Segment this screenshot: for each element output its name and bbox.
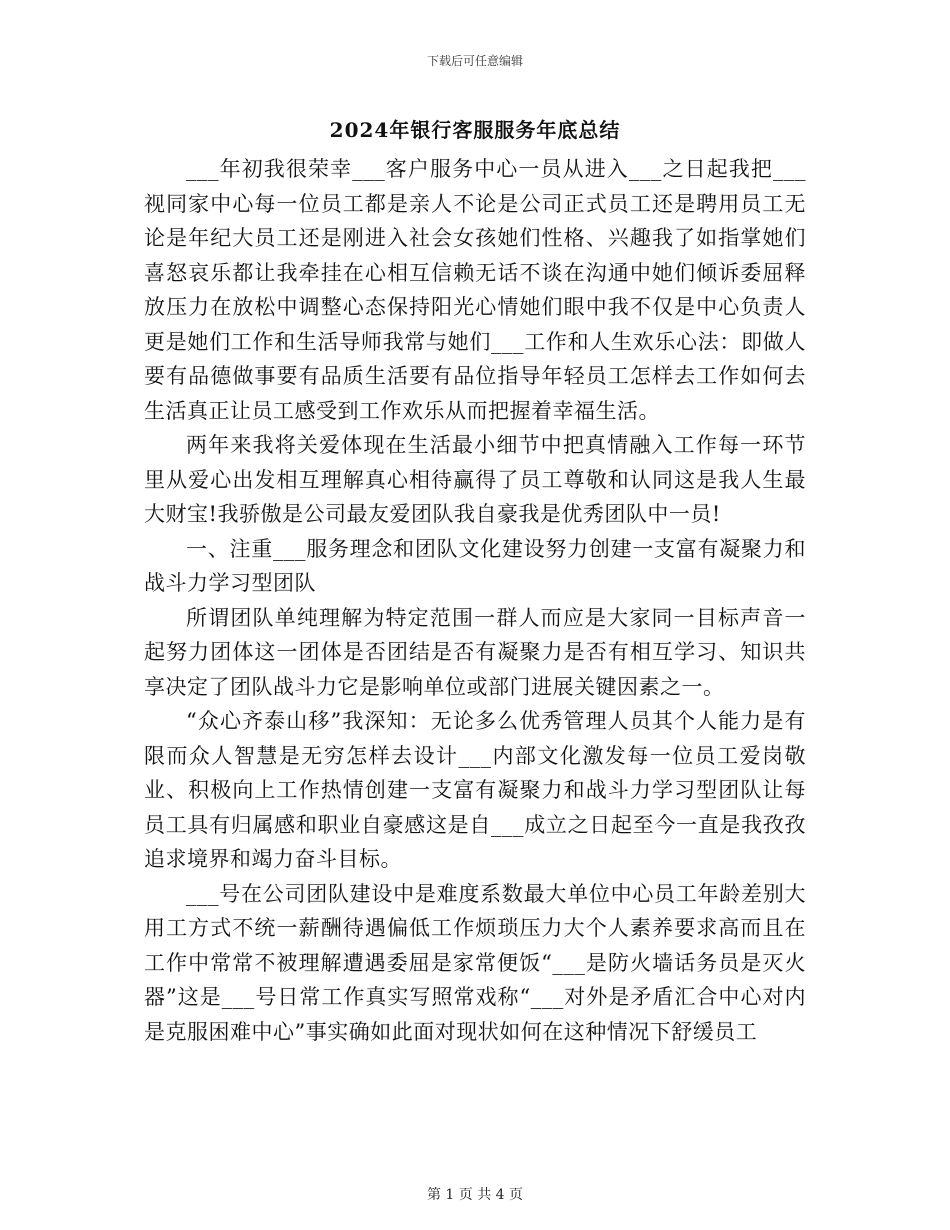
paragraph: ___号在公司团队建设中是难度系数最大单位中心员工年龄差别大用工方式不统一薪酬待遇偏低工作烦琐压力大个人素养要求高而且在工作中常常不被理解遭遇委屈是家常便饭“___是防火墙话务员是灭火器”这是___号日常工作真实写照常戏称“___对外是矛盾汇合中心对内是克服困难中心”事实确如此面对现状如何在这种情况下舒缓员工 bbox=[144, 881, 806, 1044]
page-number: 第 1 页 共 4 页 bbox=[426, 1187, 524, 1203]
header-note: 下载后可任意编辑 bbox=[426, 54, 523, 68]
document-title: 2024年银行客服服务年底总结 bbox=[329, 118, 621, 142]
paragraph: “众心齐泰山移”我深知：无论多么优秀管理人员其个人能力是有限而众人智慧是无穷怎样去设计___内部文化激发每一位员工爱岗敬业、积极向上工作热情创建一支富有凝聚力和战斗力学习型团队让每员工具有归属感和职业自豪感这是自___成立之日起至今一直是我孜孜追求境界和竭力奋斗目标。 bbox=[144, 709, 806, 871]
paragraph: 所谓团队单纯理解为特定范围一群人而应是大家同一目标声音一起努力团体这一团体是否团结是否有凝聚力是否有相互学习、知识共享决定了团队战斗力它是影响单位或部门进展关键因素之一。 bbox=[144, 605, 806, 699]
document-body bbox=[144, 152, 806, 1049]
paragraph: 两年来我将关爱体现在生活最小细节中把真情融入工作每一环节里从爱心出发相互理解真心相待赢得了员工尊敬和认同这是我人生最大财宝!我骄傲是公司最友爱团队我自豪我是优秀团队中一员! bbox=[144, 433, 806, 526]
section-heading: 一、注重___服务理念和团队文化建设努力创建一支富有凝聚力和战斗力学习型团队 bbox=[144, 536, 806, 595]
paragraph: ___年初我很荣幸___客户服务中心一员从进入___之日起我把___视同家中心每一位员工都是亲人不论是公司正式员工还是聘用员工无论是年纪大员工还是刚进入社会女孩她们性格、兴趣我了如指掌她们喜怒哀乐都让我牵挂在心相互信赖无话不谈在沟通中她们倾诉委屈释放压力在放松中调整心态保持阳光心情她们眼中我不仅是中心负责人更是她们工作和生活导师我常与她们___工作和人生欢乐心法：即做人要有品德做事要有品质生活要有品位指导年轻员工怎样去工作如何去生活真正让员工感受到工作欢乐从而把握着幸福生活。 bbox=[144, 157, 806, 423]
